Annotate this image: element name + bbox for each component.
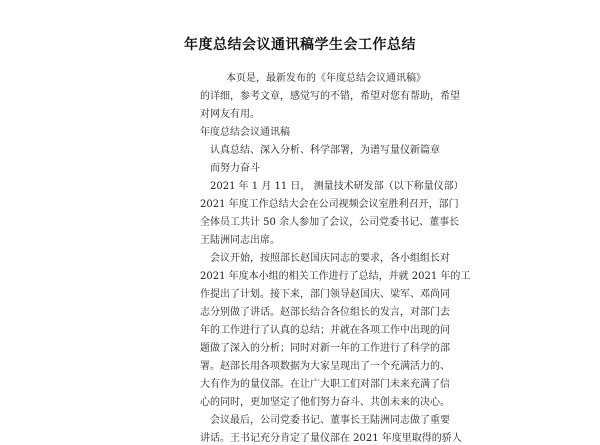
paragraph-2-line-8: 大有作为的量仪部。在让广大职工们对部门未来充满了信 <box>200 379 450 390</box>
paragraph-1-line-3: 全体员工共计 50 余人参加了会议，公司党委书记、董事长 <box>200 217 460 228</box>
paragraph-2-line-4: 志分别做了讲话。赵部长结合各位组长的发言，对部门去 <box>200 307 450 318</box>
paragraph-1-line-2: 2021 年度工作总结大会在公司视频会议室胜利召开，部门 <box>200 199 459 210</box>
paragraph-2-line-6: 题做了深入的分析；同时对新一年的工作进行了科学的部 <box>200 343 450 354</box>
paragraph-2-line-2: 2021 年度本小组的相关工作进行了总结，并就 2021 年的工 <box>200 271 471 282</box>
intro-line-3: 对网友有用。 <box>200 109 260 120</box>
subtitle-line-2: 而努力奋斗 <box>210 163 260 174</box>
paragraph-2-line-9: 心的同时，更加坚定了他们努力奋斗、共创未来的决心。 <box>200 397 450 408</box>
intro-line-1: 本页是，最新发布的《年度总结会议通讯稿》 <box>226 73 426 84</box>
paragraph-2-line-3: 作提出了计划。接下来，部门领导赵国庆、梁军、邓尚同 <box>200 289 450 300</box>
section-heading: 年度总结会议通讯稿 <box>200 127 290 138</box>
paragraph-1-line-1: 2021 年 1 月 11 日， 测量技术研发部（以下称量仪部） <box>210 181 464 192</box>
paragraph-2-line-5: 年的工作进行了认真的总结；并就在各项工作中出现的问 <box>200 325 450 336</box>
paragraph-1-line-4: 王陆洲同志出席。 <box>200 235 280 246</box>
intro-line-2: 的详细，参考文章，感觉写的不错，希望对您有帮助，希望 <box>200 91 460 102</box>
paragraph-2-line-7: 署。赵部长用各项数据为大家呈现出了一个充满活力的、 <box>200 361 450 372</box>
document-title: 年度总结会议通讯稿学生会工作总结 <box>184 37 416 53</box>
subtitle-line-1: 认真总结、深入分析、科学部署，为谱写量仪新篇章 <box>210 145 440 156</box>
paragraph-2-line-1: 会议开始，按照部长赵国庆同志的要求，各小组组长对 <box>210 253 450 264</box>
paragraph-3-line-2: 讲话。王书记充分肯定了量仪部在 2021 年度里取得的骄人 <box>200 433 462 444</box>
paragraph-3-line-1: 会议最后，公司党委书记、董事长王陆洲同志做了重要 <box>210 415 450 426</box>
